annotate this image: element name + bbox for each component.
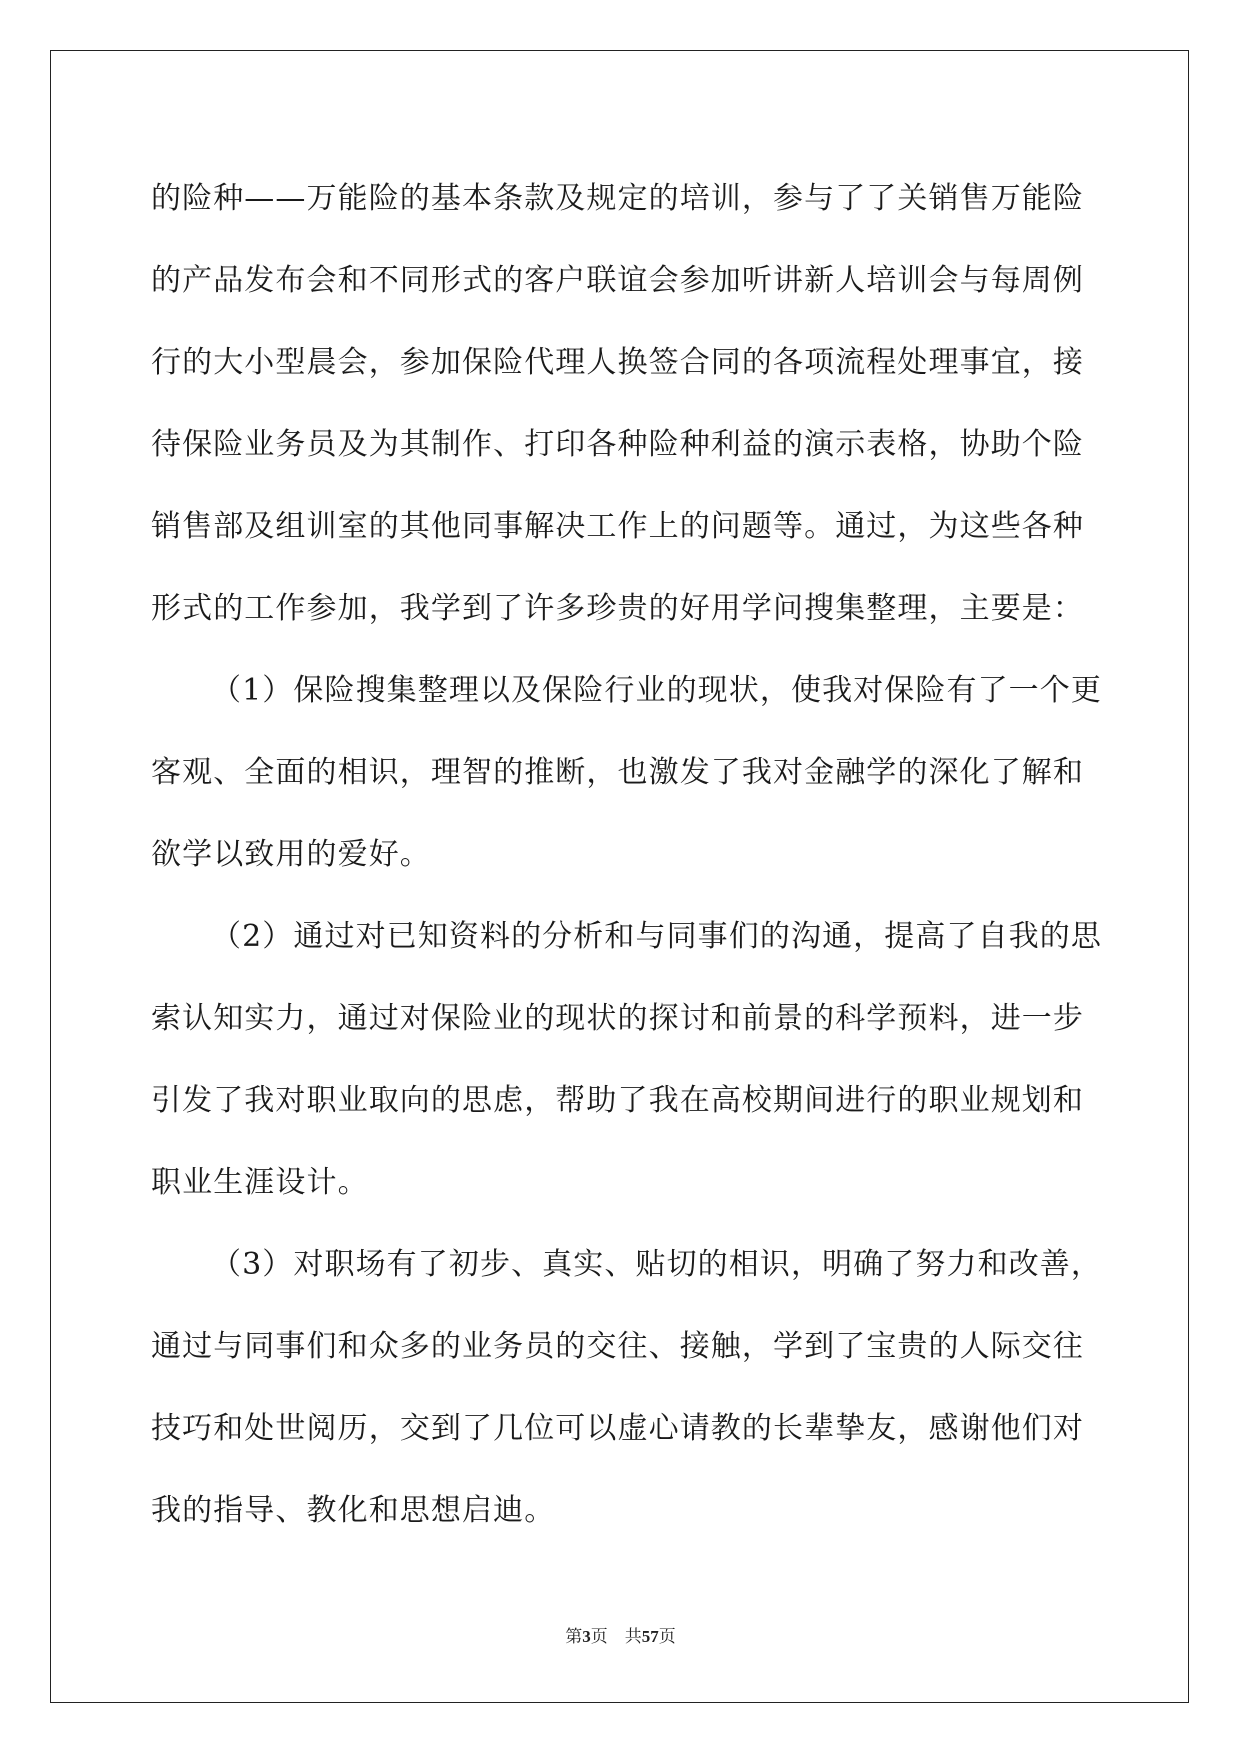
text-line: 的险种——万能险的基本条款及规定的培训，参与了了关销售万能险 — [151, 181, 1084, 216]
document-body — [151, 158, 1102, 1552]
text-line: 的产品发布会和不同形式的客户联谊会参加听讲新人培训会与每周例 — [151, 263, 1084, 298]
text-line: 客观、全面的相识，理智的推断，也激发了我对金融学的深化了解和 — [151, 755, 1084, 790]
text-line: 职业生涯设计。 — [151, 1165, 369, 1200]
total-suffix: 页 — [658, 1627, 676, 1646]
total-prefix: 共 — [624, 1627, 642, 1646]
text-line: 欲学以致用的爱好。 — [151, 837, 431, 872]
text-line: 索认知实力，通过对保险业的现状的探讨和前景的科学预料，进一步 — [151, 1001, 1084, 1036]
text-line: 通过与同事们和众多的业务员的交往、接触，学到了宝贵的人际交往 — [151, 1329, 1084, 1364]
page-number: 3 — [582, 1627, 591, 1646]
text-line: 销售部及组训室的其他同事解决工作上的问题等。通过，为这些各种 — [151, 509, 1084, 544]
text-line: 待保险业务员及为其制作、打印各种险种利益的演示表格，协助个险 — [151, 427, 1084, 462]
text-line: 形式的工作参加，我学到了许多珍贵的好用学问搜集整理，主要是： — [151, 591, 1084, 626]
text-line: 行的大小型晨会，参加保险代理人换签合同的各项流程处理事宜，接 — [151, 345, 1084, 380]
paragraph-2-start: （2）通过对已知资料的分析和与同事们的沟通，提高了自我的思 — [211, 919, 1102, 954]
text-line: 我的指导、教化和思想启迪。 — [151, 1493, 556, 1528]
text-line: 引发了我对职业取向的思虑，帮助了我在高校期间进行的职业规划和 — [151, 1083, 1084, 1118]
total-pages: 57 — [641, 1627, 659, 1646]
paragraph-1-start: （1）保险搜集整理以及保险行业的现状，使我对保险有了一个更 — [211, 673, 1102, 708]
page-prefix: 第 — [565, 1627, 583, 1646]
page-suffix: 页 — [590, 1627, 608, 1646]
text-line: 技巧和处世阅历，交到了几位可以虚心请教的长辈挚友，感谢他们对 — [151, 1411, 1084, 1446]
paragraph-3-start: （3）对职场有了初步、真实、贴切的相识，明确了努力和改善， — [211, 1247, 1102, 1282]
page-footer — [0, 1622, 1241, 1647]
